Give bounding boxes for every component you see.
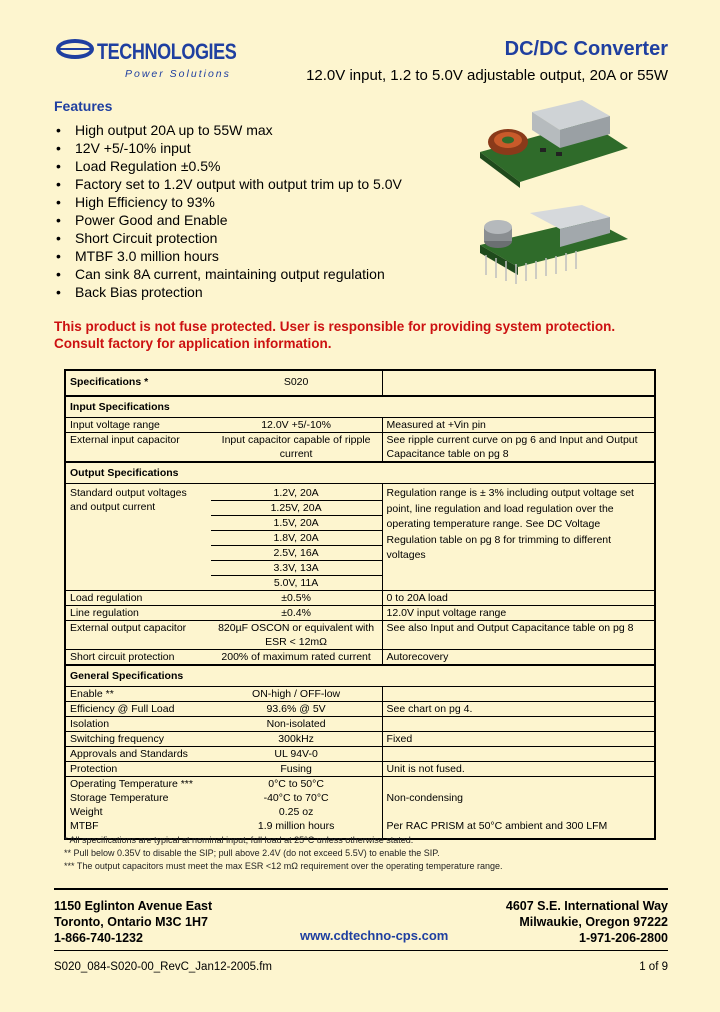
fuse-warning: [54, 318, 615, 352]
table-row: Weight 0.25 oz: [65, 805, 655, 819]
document-subtitle: 12.0V input, 1.2 to 5.0V adjustable output, 20A or 55W: [306, 67, 668, 84]
table-row: Switching frequency 300kHz Fixed: [65, 732, 655, 747]
document-id: S020_084-S020-00_RevC_Jan12-2005.fm: [54, 961, 273, 973]
std-output-value: 5.0V, 11A: [273, 577, 319, 589]
features-heading: Features: [54, 98, 113, 114]
specifications-table: [64, 369, 656, 840]
feature-item: • 12V +5/-10% input: [56, 140, 191, 156]
std-output-value: 1.2V, 20A: [211, 486, 382, 501]
std-output-value: 1.8V, 20A: [211, 531, 382, 546]
table-row: Efficiency @ Full Load 93.6% @ 5V See chart on pg 4.: [65, 702, 655, 717]
table-header-cell: S020: [283, 376, 309, 388]
warning-line-2: Consult factory for application information.: [54, 336, 332, 351]
feature-item: • High output 20A up to 55W max: [56, 122, 273, 138]
feature-item: • Load Regulation ±0.5%: [56, 158, 221, 174]
table-row: Isolation Non-isolated: [65, 717, 655, 732]
table-row: Standard output voltages and output current 1.2V, 20A 1.25V, 20A 1.5V, 20A 1.8V, 20A 2.5V, 16A 3.3V, 13A 5.0V, 11A Regulation range is ± 3% including output voltage set point, line regulation and load regulation over the operating temperature range. See DC Voltage Regulation table on pg 8 for trimming to different voltages: [65, 484, 655, 591]
warning-line-1: This product is not fuse protected. User is responsible for providing system protection.: [54, 319, 616, 334]
std-output-value: 1.25V, 20A: [211, 501, 382, 516]
oregon-address: 4607 S.E. International Way Milwaukie, Oregon 97222 1-971-206-2800: [505, 899, 668, 945]
table-header-cell: Specifications *: [70, 376, 149, 388]
feature-item: • High Efficiency to 93%: [56, 194, 215, 210]
footnote: * All specifications are typical at nominal input, full load at 25°C unless otherwise stated.: [64, 835, 414, 845]
feature-item: • Power Good and Enable: [56, 212, 228, 228]
std-output-value: 1.5V, 20A: [211, 516, 382, 531]
table-row: Input voltage range 12.0V +5/-10% Measured at +Vin pin: [65, 418, 655, 433]
table-row: Storage Temperature -40°C to 70°C Non-condensing: [65, 791, 655, 805]
table-header-row: [65, 370, 655, 396]
table-header-cell: [382, 370, 655, 396]
table-row: Line regulation ±0.4% 12.0V input voltage range: [65, 606, 655, 621]
std-output-value: 3.3V, 13A: [211, 561, 382, 576]
footnotes: [64, 834, 503, 873]
feature-item: • Factory set to 1.2V output with output trim up to 5.0V: [56, 176, 402, 192]
feature-item: • Can sink 8A current, maintaining output regulation: [56, 266, 385, 282]
footnote: *** The output capacitors must meet the max ESR <12 mΩ requirement over the operating temperature range.: [64, 861, 503, 871]
document-title: DC/DC Converter: [504, 38, 668, 60]
feature-item: • Back Bias protection: [56, 284, 203, 300]
std-output-value: 2.5V, 16A: [211, 546, 382, 561]
feature-item: • Short Circuit protection: [56, 230, 218, 246]
logo-tagline: Power Solutions: [125, 68, 231, 80]
footer-divider-bottom: [54, 950, 668, 951]
logo-name: TECHNOLOGIES: [97, 39, 237, 64]
cd-logo-mark-icon: [55, 38, 95, 60]
page-number: 1 of 9: [639, 961, 668, 973]
table-row: External output capacitor 820µF OSCON or equivalent with ESR < 12mΩ See also Input and Output Capacitance table on pg 8: [65, 621, 655, 650]
product-photo-top: [470, 100, 630, 190]
section-heading-row: Output Specifications: [65, 462, 655, 484]
table-row: MTBF 1.9 million hours Per RAC PRISM at 50°C ambient and 300 LFM: [65, 819, 655, 839]
website-link[interactable]: www.cdtechno-cps.com: [300, 928, 449, 943]
feature-item: • MTBF 3.0 million hours: [56, 248, 219, 264]
table-row: Short circuit protection 200% of maximum rated current Autorecovery: [65, 650, 655, 666]
product-photo-bottom: [470, 205, 630, 295]
table-row: External input capacitor Input capacitor capable of ripple current See ripple current curve on pg 6 and Input and Output Capacitance table on pg 8: [65, 433, 655, 463]
toronto-address: 1150 Eglinton Avenue East Toronto, Ontario M3C 1H7 1-866-740-1232: [54, 899, 213, 945]
section-heading-row: Input Specifications: [65, 396, 655, 418]
footer-divider-top: [54, 888, 668, 890]
table-row: Operating Temperature *** 0°C to 50°C: [65, 777, 655, 792]
table-row: Approvals and Standards UL 94V-0: [65, 747, 655, 762]
table-row: Load regulation ±0.5% 0 to 20A load: [65, 591, 655, 606]
section-heading-row: General Specifications: [65, 665, 655, 687]
company-logo: [55, 38, 255, 83]
features-list: [56, 121, 402, 301]
footnote: ** Pull below 0.35V to disable the SIP; pull above 2.4V (do not exceed 5.5V) to enable the SIP.: [64, 848, 440, 858]
table-row: Protection Fusing Unit is not fused.: [65, 762, 655, 777]
table-row: Enable ** ON-high / OFF-low: [65, 687, 655, 702]
